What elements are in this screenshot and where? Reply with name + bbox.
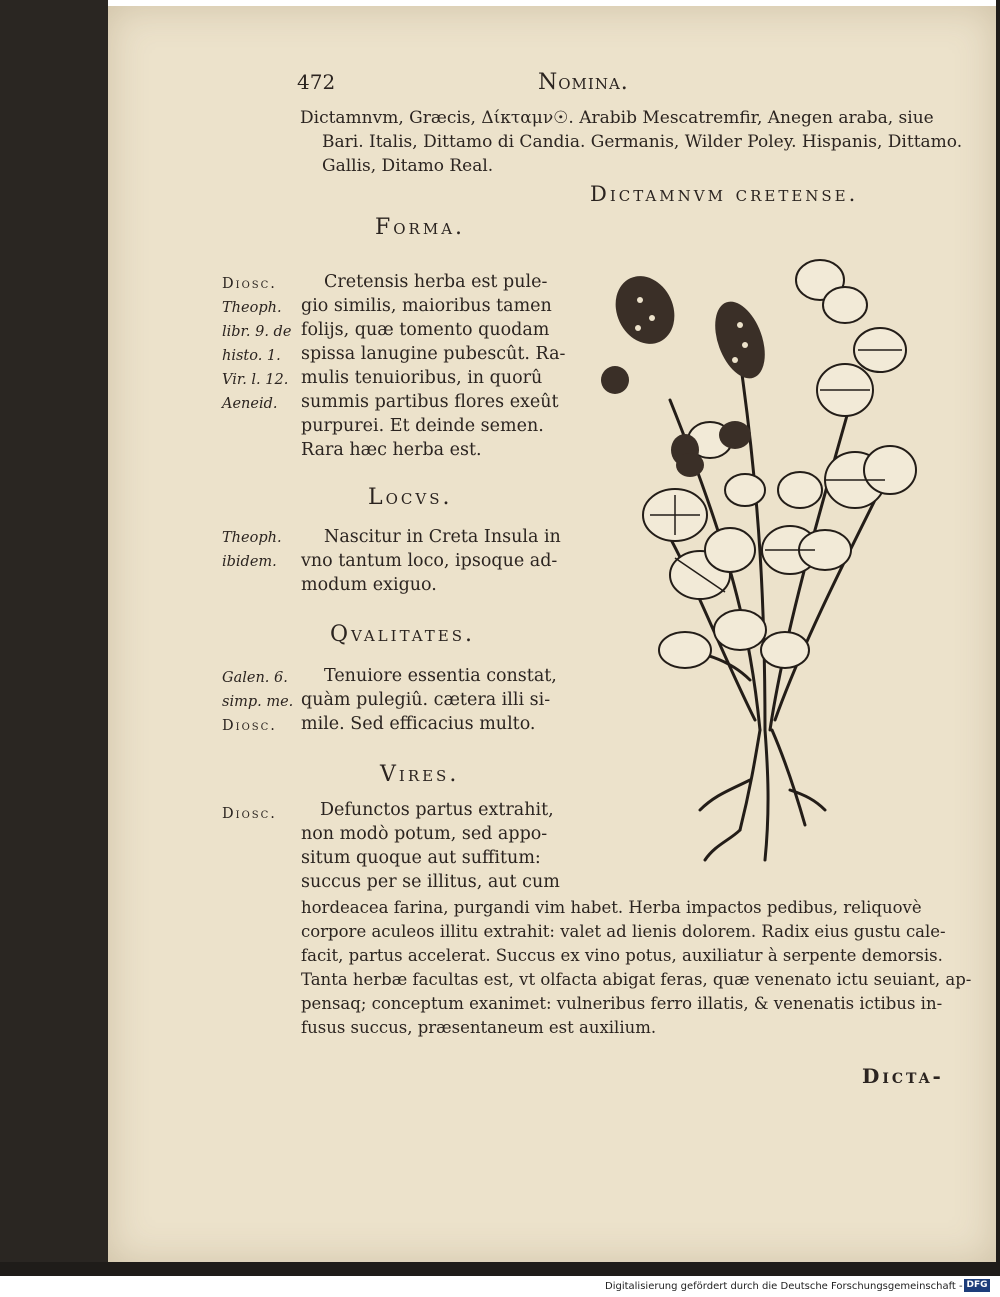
text-line: succus per se illitus, aut cum — [301, 872, 560, 892]
text-line: non modò potum, sed appo- — [301, 824, 548, 844]
text-line: modum exiguo. — [301, 575, 437, 595]
text-line: pensaq; conceptum exanimet: vulneribus ferro illatis, & venenatis ictibus in- — [301, 994, 943, 1013]
text-line: facit, partus accelerat. Succus ex vino potus, auxiliatur à serpente demorsis. — [301, 946, 943, 965]
figure-title: Dictamnvm cretense. — [590, 182, 859, 206]
section-heading-qualitates: Qvalitates. — [330, 622, 475, 647]
text-line: Nascitur in Creta Insula in — [324, 527, 561, 547]
running-head: Nomina. — [538, 70, 629, 95]
margin-note: Aeneid. — [222, 396, 278, 412]
scan-background-left — [0, 0, 108, 1276]
text-line: mile. Sed efficacius multo. — [301, 714, 536, 734]
text-line: mulis tenuioribus, in quorû — [301, 368, 543, 388]
page-number: 472 — [297, 70, 336, 94]
margin-note: Galen. 6. — [222, 670, 288, 686]
catchword: Dicta- — [862, 1064, 944, 1088]
margin-note: Theoph. — [222, 300, 282, 316]
section-heading-vires: Vires. — [380, 762, 460, 787]
scan-background-bottom — [0, 1262, 1000, 1276]
header-line: Dictamnvm, Græcis, Δίκταμν☉. Arabib Mescatremfir, Anegen araba, siue — [300, 108, 934, 128]
text-line: gio similis, maioribus tamen — [301, 296, 552, 316]
text-line: Defunctos partus extrahit, — [320, 800, 554, 820]
margin-note: Diosc. — [222, 718, 277, 734]
dittany-woodcut-illustration — [590, 250, 935, 870]
section-heading-forma: Forma. — [375, 215, 466, 240]
text-line: Cretensis herba est pule- — [324, 272, 548, 292]
margin-note: Diosc. — [222, 806, 277, 822]
text-line: folijs, quæ tomento quodam — [301, 320, 550, 340]
margin-note: Theoph. — [222, 530, 282, 546]
margin-note: simp. me. — [222, 694, 294, 710]
text-line: purpurei. Et deinde semen. — [301, 416, 544, 436]
digitization-credit: Digitalisierung gefördert durch die Deutsche Forschungsgemeinschaft - — [605, 1281, 963, 1292]
header-line: Bari. Italis, Dittamo di Candia. Germanis, Wilder Poley. Hispanis, Dittamo. — [322, 132, 963, 152]
text-line: corpore aculeos illitu extrahit: valet ad lienis dolorem. Radix eius gustu cale- — [301, 922, 946, 941]
text-line: vno tantum loco, ipsoque ad- — [301, 551, 558, 571]
text-line: summis partibus flores exeût — [301, 392, 559, 412]
margin-note: Vir. l. 12. — [222, 372, 289, 388]
margin-note: histo. 1. — [222, 348, 281, 364]
dfg-logo: DFG — [964, 1279, 990, 1292]
header-line: Gallis, Ditamo Real. — [322, 156, 494, 176]
text-line: Rara hæc herba est. — [301, 440, 482, 460]
text-line: Tanta herbæ facultas est, vt olfacta abigat feras, quæ venenato ictu seuiant, ap- — [301, 970, 972, 989]
text-line: quàm pulegiû. cætera illi si- — [301, 690, 551, 710]
margin-note: ibidem. — [222, 554, 277, 570]
section-heading-locus: Locvs. — [368, 485, 453, 510]
text-line: spissa lanugine pubescût. Ra- — [301, 344, 566, 364]
margin-note: libr. 9. de — [222, 324, 292, 340]
scan-background-right — [996, 0, 1000, 1276]
text-line: hordeacea farina, purgandi vim habet. Herba impactos pedibus, reliquovè — [301, 898, 922, 917]
text-line: fusus succus, præsentaneum est auxilium. — [301, 1018, 657, 1037]
text-line: situm quoque aut suffitum: — [301, 848, 541, 868]
margin-note: Diosc. — [222, 276, 277, 292]
text-line: Tenuiore essentia constat, — [324, 666, 557, 686]
